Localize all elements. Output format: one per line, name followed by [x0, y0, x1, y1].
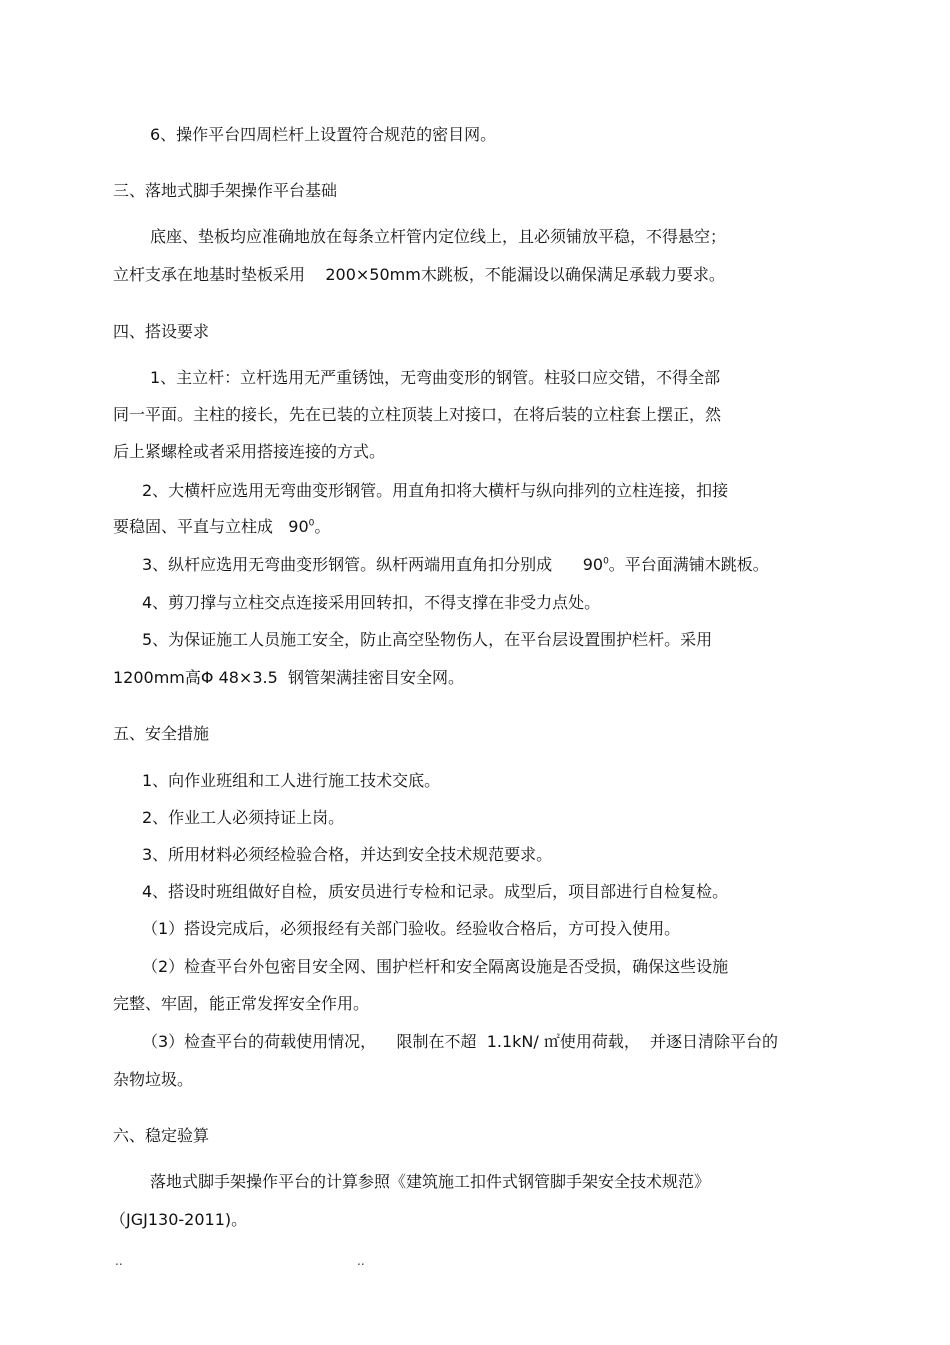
text-line: 1200mm高Φ 48×3.5 钢管架满挂密目安全网。 — [113, 668, 464, 687]
text-line: （JGJ130-2011)。 — [110, 1210, 248, 1229]
section-heading: 三、落地式脚手架操作平台基础 — [113, 181, 338, 200]
text-line: 2、作业工人必须持证上岗。 — [142, 808, 345, 827]
footer-marker-right: .. — [357, 1254, 365, 1268]
section-heading: 六、稳定验算 — [113, 1126, 210, 1145]
text-line: 5、为保证施工人员施工安全，防止高空坠物伤人，在平台层设置围护栏杆。采用 — [142, 630, 713, 649]
text-fragment: 3、纵杆应选用无弯曲变形钢管。纵杆两端用直角扣分别成 90 — [142, 555, 604, 574]
text-fragment: 。 — [314, 517, 331, 536]
text-fragment: 要稳固、平直与立柱成 90 — [113, 517, 309, 536]
text-line: 1、向作业班组和工人进行施工技术交底。 — [142, 771, 441, 790]
degree-mark: 0 — [603, 556, 609, 567]
text-line: 6、操作平台四周栏杆上设置符合规范的密目网。 — [150, 125, 497, 144]
text-line: 底座、垫板均应准确地放在每条立杆管内定位线上，且必须铺放平稳，不得悬空； — [150, 227, 727, 246]
text-line: 4、搭设时班组做好自检，质安员进行专检和记录。成型后，项目部进行自检复检。 — [142, 882, 729, 901]
text-line — [113, 516, 330, 538]
degree-mark: 0 — [308, 518, 315, 529]
text-line: （1）搭设完成后，必须报经有关部门验收。经验收合格后，方可投入使用。 — [142, 919, 681, 938]
text-line — [142, 554, 769, 576]
text-line: 完整、牢固，能正常发挥安全作用。 — [113, 994, 370, 1013]
text-line: （3）检查平台的荷载使用情况， 限制在不超 1.1kN/ ㎡使用荷载， 并逐日清除平台的 — [142, 1032, 779, 1051]
text-fragment: 。平台面满铺木跳板。 — [608, 555, 769, 574]
footer-marker-left: .. — [115, 1254, 123, 1268]
text-line: 1、主立杆：立杆选用无严重锈蚀，无弯曲变形的钢管。柱驳口应交错，不得全部 — [150, 368, 721, 387]
text-line: 落地式脚手架操作平台的计算参照《建筑施工扣件式钢管脚手架安全技术规范》 — [150, 1172, 711, 1191]
text-line: 4、剪刀撑与立柱交点连接采用回转扣，不得支撑在非受力点处。 — [142, 593, 601, 612]
text-line: （2）检查平台外包密目安全网、围护栏杆和安全隔离设施是否受损，确保这些设施 — [142, 957, 729, 976]
text-line: 同一平面。主柱的接长，先在已装的立柱顶装上对接口，在将后装的立柱套上摆正，然 — [113, 405, 722, 424]
text-line: 后上紧螺栓或者采用搭接连接的方式。 — [113, 442, 386, 461]
text-line: 杂物垃圾。 — [113, 1070, 194, 1089]
section-heading: 四、搭设要求 — [113, 322, 210, 341]
text-line: 立杆支承在地基时垫板采用 200×50mm木跳板，不能漏设以确保满足承载力要求。 — [113, 265, 725, 284]
section-heading: 五、安全措施 — [113, 724, 210, 743]
text-line: 3、所用材料必须经检验合格，并达到安全技术规范要求。 — [142, 845, 553, 864]
text-line: 2、大横杆应选用无弯曲变形钢管。用直角扣将大横杆与纵向排列的立柱连接，扣接 — [142, 481, 729, 500]
